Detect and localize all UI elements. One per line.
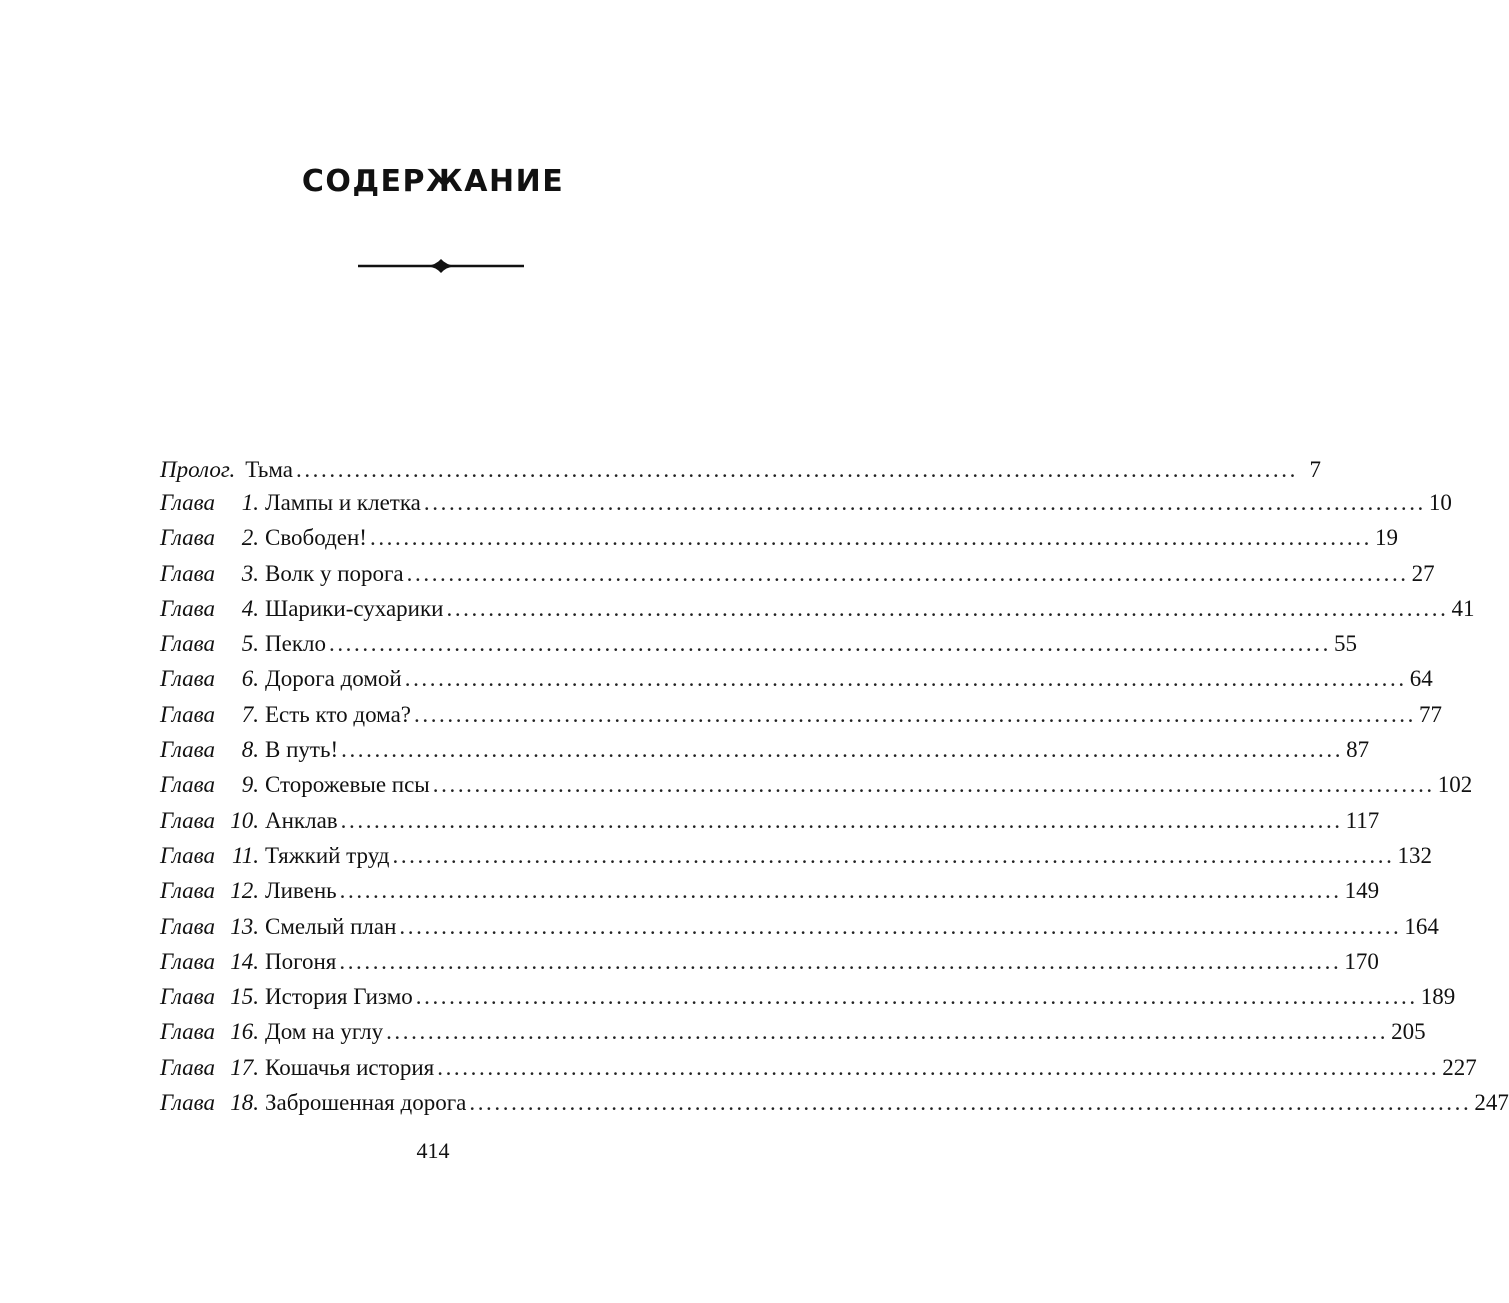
toc-row-chapter[interactable] (160, 591, 1475, 626)
chapter-label (160, 520, 265, 555)
toc-entry-title: Сторожевые псы (265, 772, 430, 798)
leader-dots: ........................................................................................................................ (295, 457, 1298, 482)
chapter-label (160, 873, 265, 908)
toc-row-chapter[interactable] (160, 556, 1435, 591)
page-title: СОДЕРЖАНИЕ (301, 164, 565, 199)
toc-row-chapter[interactable] (160, 697, 1442, 732)
toc-row-chapter[interactable] (160, 944, 1379, 979)
toc-entry-page: 170 (1344, 948, 1379, 974)
prologue-label: Пролог. (160, 457, 236, 482)
toc-entry-page: 117 (1345, 807, 1380, 833)
toc-row-prologue[interactable] (160, 452, 1321, 485)
chapter-word: Глава (160, 807, 215, 833)
leader-dots: ........................................................................................................................ (437, 1054, 1440, 1080)
leader-dots: ........................................................................................................................ (339, 878, 1342, 904)
toc-entry-page: 164 (1404, 913, 1439, 939)
chapter-word: Глава (160, 948, 215, 974)
leader-dots: ........................................................................................................................ (469, 1090, 1472, 1116)
toc-entry-title: История Гизмо (265, 984, 413, 1010)
toc-row-chapter[interactable] (160, 873, 1380, 908)
toc-entry-page: 10 (1428, 490, 1452, 515)
chapter-label (160, 838, 265, 873)
chapter-word: Глава (160, 1019, 215, 1045)
chapter-label (160, 556, 265, 591)
chapter-word: Глава (160, 1054, 215, 1080)
chapter-number: 17. (230, 1054, 259, 1080)
chapter-number: 1. (241, 490, 259, 515)
toc-entry-page: 149 (1344, 878, 1380, 904)
toc-entry-title: Смелый план (265, 913, 397, 939)
chapter-label (160, 1085, 265, 1120)
chapter-label (160, 1014, 265, 1049)
toc-entry-page: 41 (1451, 595, 1475, 621)
chapter-number: 3. (241, 560, 259, 586)
chapter-label (160, 485, 265, 520)
toc-row-chapter[interactable] (160, 909, 1439, 944)
chapter-label (160, 944, 265, 979)
chapter-word: Глава (160, 701, 215, 727)
toc-row-chapter[interactable] (160, 767, 1473, 802)
chapter-number: 9. (241, 772, 259, 798)
chapter-number: 11. (231, 842, 259, 868)
chapter-word: Глава (160, 878, 215, 904)
leader-dots: ........................................................................................................................ (340, 807, 1343, 833)
chapter-number: 18. (230, 1090, 259, 1116)
toc-row-chapter[interactable] (160, 661, 1433, 696)
chapter-label (160, 661, 265, 696)
toc-entry-title: Погоня (265, 948, 337, 974)
chapter-label (160, 1050, 265, 1085)
toc-entry-page: 205 (1391, 1019, 1426, 1045)
leader-dots: ........................................................................................................................ (328, 631, 1331, 657)
toc-entry-title: Заброшенная дорога (265, 1090, 467, 1116)
chapter-number: 6. (241, 666, 259, 692)
chapter-word: Глава (160, 666, 215, 692)
toc-entry-page: 55 (1333, 631, 1357, 657)
chapter-word: Глава (160, 984, 215, 1010)
chapter-label (160, 626, 265, 661)
toc-row-chapter[interactable] (160, 485, 1452, 520)
chapter-word: Глава (160, 1090, 215, 1116)
chapter-number: 16. (230, 1019, 259, 1045)
toc-entry-page: 102 (1437, 772, 1473, 798)
toc-entry-page: 189 (1420, 984, 1456, 1010)
leader-dots: ........................................................................................................................ (386, 1019, 1389, 1045)
toc-entry-title: Лампы и клетка (265, 490, 421, 515)
chapter-label (160, 732, 265, 767)
leader-dots: ........................................................................................................................ (404, 666, 1407, 692)
table-of-contents (160, 452, 1509, 1120)
leader-dots: ........................................................................................................................ (415, 984, 1418, 1010)
toc-entry-title: Дорога домой (265, 666, 402, 692)
leader-dots: ........................................................................................................................ (406, 560, 1409, 586)
toc-entry-page: 77 (1419, 701, 1442, 727)
chapter-number: 14. (230, 948, 259, 974)
chapter-number: 13. (230, 913, 259, 939)
toc-entry-title: Ливень (265, 878, 337, 904)
toc-row-chapter[interactable] (160, 838, 1432, 873)
leader-dots: ........................................................................................................................ (423, 490, 1426, 515)
chapter-number: 8. (241, 737, 259, 763)
toc-entry-title: Пекло (265, 631, 326, 657)
chapter-number: 4. (241, 595, 259, 621)
toc-entry-title: Дом на углу (265, 1019, 384, 1045)
chapter-number: 10. (230, 807, 259, 833)
toc-entry-title: Анклав (265, 807, 338, 833)
toc-entry-title: Тяжкий труд (265, 842, 390, 868)
leader-dots: ........................................................................................................................ (369, 525, 1372, 551)
chapter-word: Глава (160, 842, 215, 868)
toc-entry-page: 7 (1309, 457, 1321, 482)
toc-entry-title: Шарики-сухарики (265, 595, 444, 621)
chapter-word: Глава (160, 490, 215, 515)
chapter-word: Глава (160, 525, 215, 551)
toc-row-chapter[interactable] (160, 1014, 1426, 1049)
chapter-word: Глава (160, 631, 215, 657)
toc-row-chapter[interactable] (160, 1085, 1509, 1120)
chapter-word: Глава (160, 772, 215, 798)
toc-row-chapter[interactable] (160, 803, 1380, 838)
toc-entry-page: 64 (1409, 666, 1433, 692)
toc-row-chapter[interactable] (160, 520, 1398, 555)
toc-entry-title: Волк у порога (265, 560, 404, 586)
chapter-number: 7. (241, 701, 259, 727)
leader-dots: ........................................................................................................................ (446, 595, 1449, 621)
toc-row-chapter[interactable] (160, 1050, 1477, 1085)
leader-dots: ........................................................................................................................ (414, 701, 1416, 727)
toc-entry-page: 87 (1346, 737, 1370, 763)
chapter-word: Глава (160, 913, 215, 939)
toc-row-chapter[interactable] (160, 626, 1357, 661)
leader-dots: ........................................................................................................................ (432, 772, 1435, 798)
toc-row-chapter[interactable] (160, 979, 1456, 1014)
toc-entry-page: 27 (1411, 560, 1435, 586)
toc-entry-title: Есть кто дома? (265, 701, 411, 727)
chapter-word: Глава (160, 560, 215, 586)
chapter-word: Глава (160, 595, 215, 621)
toc-entry-title: Кошачья история (265, 1054, 435, 1080)
chapter-label (160, 767, 265, 802)
chapter-label (160, 803, 265, 838)
chapter-number: 15. (230, 984, 259, 1010)
leader-dots: ........................................................................................................................ (339, 948, 1342, 974)
page-number: 414 (416, 1138, 450, 1163)
toc-entry-page: 227 (1442, 1054, 1477, 1080)
chapter-number: 5. (241, 631, 259, 657)
toc-entry-title: Свободен! (265, 525, 367, 551)
chapter-label (160, 979, 265, 1014)
leader-dots: ........................................................................................................................ (341, 737, 1344, 763)
toc-entry-page: 247 (1474, 1090, 1509, 1116)
chapter-label (160, 591, 265, 626)
chapter-word: Глава (160, 737, 215, 763)
toc-entry-title: В путь! (265, 737, 339, 763)
toc-entry-page: 132 (1397, 842, 1432, 868)
title-divider-ornament (356, 256, 526, 276)
toc-entry-page: 19 (1374, 525, 1398, 551)
leader-dots: ........................................................................................................................ (399, 913, 1402, 939)
chapter-number: 12. (230, 878, 259, 904)
leader-dots: ........................................................................................................................ (392, 842, 1395, 868)
chapter-label (160, 909, 265, 944)
chapter-label (160, 697, 265, 732)
toc-row-chapter[interactable] (160, 732, 1370, 767)
toc-entry-title: Тьма (245, 457, 293, 482)
chapter-number: 2. (241, 525, 259, 551)
